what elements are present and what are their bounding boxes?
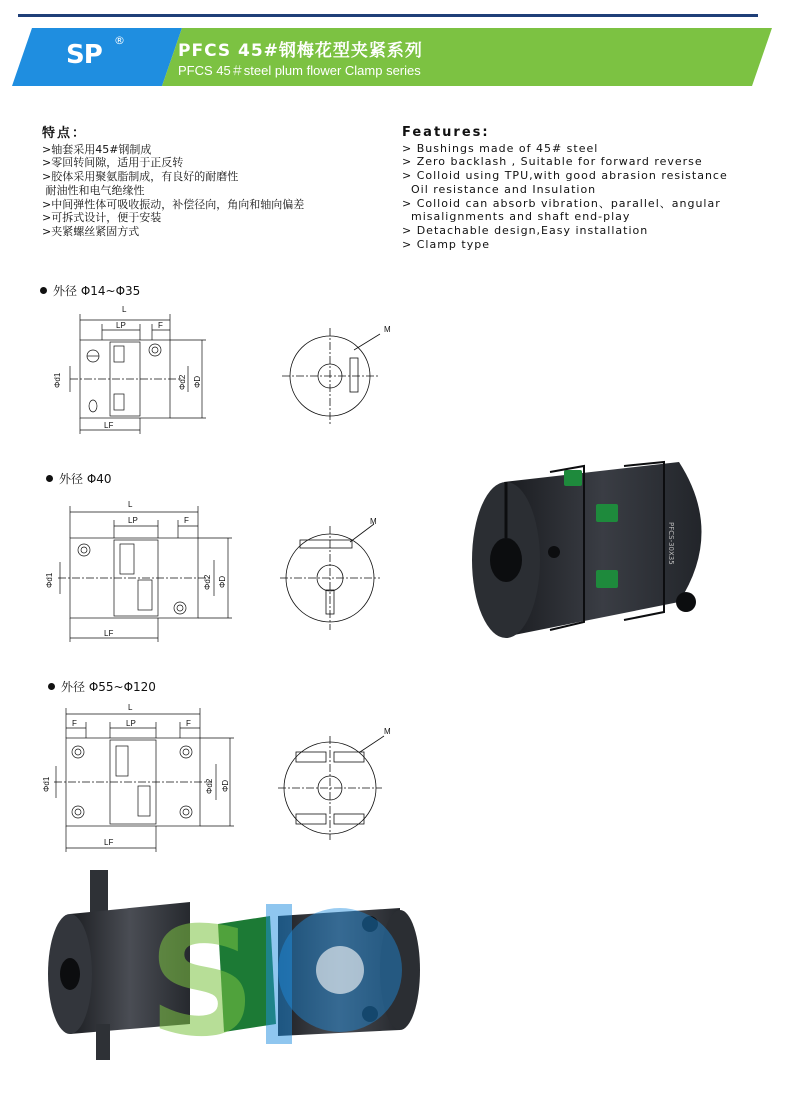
dim-LP: LP	[126, 719, 136, 728]
section-label-text: 外径 Φ55~Φ120	[61, 680, 156, 694]
feature-cn-item: >零回转间隙，适用于正反转	[42, 156, 184, 170]
feature-en-item: > Detachable design,Easy installation	[402, 223, 649, 237]
bullet-icon	[40, 287, 47, 294]
feature-cn-item: >胶体采用聚氨脂制成，有良好的耐磨性	[42, 170, 239, 184]
feature-en-item: > Clamp type	[402, 237, 490, 251]
feature-cn-item: >可拆式设计，便于安装	[42, 211, 162, 225]
dim-d2: Φd2	[203, 574, 212, 590]
dim-M: M	[370, 517, 377, 526]
dim-d2: Φd2	[178, 374, 187, 390]
drawing-side-2	[40, 496, 240, 644]
dim-M: M	[384, 727, 391, 736]
dim-D: ΦD	[218, 575, 227, 588]
feature-en-item: > Colloid using TPU,with good abrasion resistance	[402, 169, 728, 183]
logo-text: SP	[66, 40, 102, 70]
feature-en-item: > Zero backlash , Suitable for forward reverse	[402, 155, 703, 169]
dim-D: ΦD	[221, 779, 230, 792]
bullet-icon	[46, 475, 53, 482]
top-rule	[18, 14, 758, 17]
features-en-heading: Features:	[402, 125, 490, 140]
drawing-front-3	[272, 722, 402, 846]
dim-d2: Φd2	[205, 778, 214, 794]
feature-cn-item: >轴套采用45#钢制成	[42, 142, 152, 156]
dim-d1: Φd1	[45, 572, 54, 588]
feature-en-item: Oil resistance and Insulation	[402, 182, 597, 196]
dim-D: ΦD	[193, 375, 202, 388]
drawing-side-1	[40, 298, 230, 438]
features-en	[402, 126, 728, 251]
dim-L: L	[128, 703, 133, 712]
dim-LP: LP	[128, 516, 138, 525]
feature-en-item: misalignments and shaft end-play	[402, 210, 631, 224]
dim-F: F	[186, 719, 191, 728]
feature-cn-item: 耐油性和电气绝缘性	[42, 183, 145, 197]
dim-d1: Φd1	[42, 776, 51, 792]
dim-LF: LF	[104, 629, 114, 638]
bullet-icon	[48, 683, 55, 690]
dim-L: L	[122, 305, 127, 314]
features-cn-heading: 特点：	[42, 126, 88, 141]
section-label-1	[40, 282, 140, 299]
dim-L: L	[128, 500, 133, 509]
drawing-side-3	[40, 700, 240, 860]
feature-en-item: > Bushings made of 45# steel	[402, 141, 599, 155]
drawing-front-2	[278, 510, 398, 638]
feature-en-item: > Colloid can absorb vibration、parallel、angular	[402, 196, 721, 210]
section-label-text: 外径 Φ14~Φ35	[53, 284, 141, 298]
section-label-text: 外径 Φ40	[59, 472, 112, 486]
dim-LF: LF	[104, 838, 114, 847]
features-cn	[42, 127, 304, 239]
exploded-coupling-photo	[40, 864, 440, 1064]
watermark-s-icon: S	[148, 896, 257, 1064]
registered-mark: ®	[114, 34, 125, 47]
section-label-3	[48, 678, 156, 695]
dim-LP: LP	[116, 321, 126, 330]
product-mark: PFCS-30X35	[667, 522, 675, 565]
title-en: PFCS 45＃steel plum flower Clamp series	[178, 63, 421, 78]
dim-d1: Φd1	[53, 372, 62, 388]
dim-LF: LF	[104, 421, 114, 430]
logo	[66, 34, 126, 76]
feature-cn-item: >夹紧螺丝紧固方式	[42, 224, 140, 238]
dim-F: F	[72, 719, 77, 728]
dim-F: F	[158, 321, 163, 330]
dim-F: F	[184, 516, 189, 525]
drawing-front-1	[280, 318, 400, 434]
title-cn: PFCS 45#钢梅花型夹紧系列	[178, 41, 423, 61]
section-label-2	[46, 470, 112, 487]
feature-cn-item: >中间弹性体可吸收振动，补偿径向，角向和轴向偏差	[42, 197, 305, 211]
coupling-photo	[464, 452, 734, 642]
dim-M: M	[384, 325, 391, 334]
